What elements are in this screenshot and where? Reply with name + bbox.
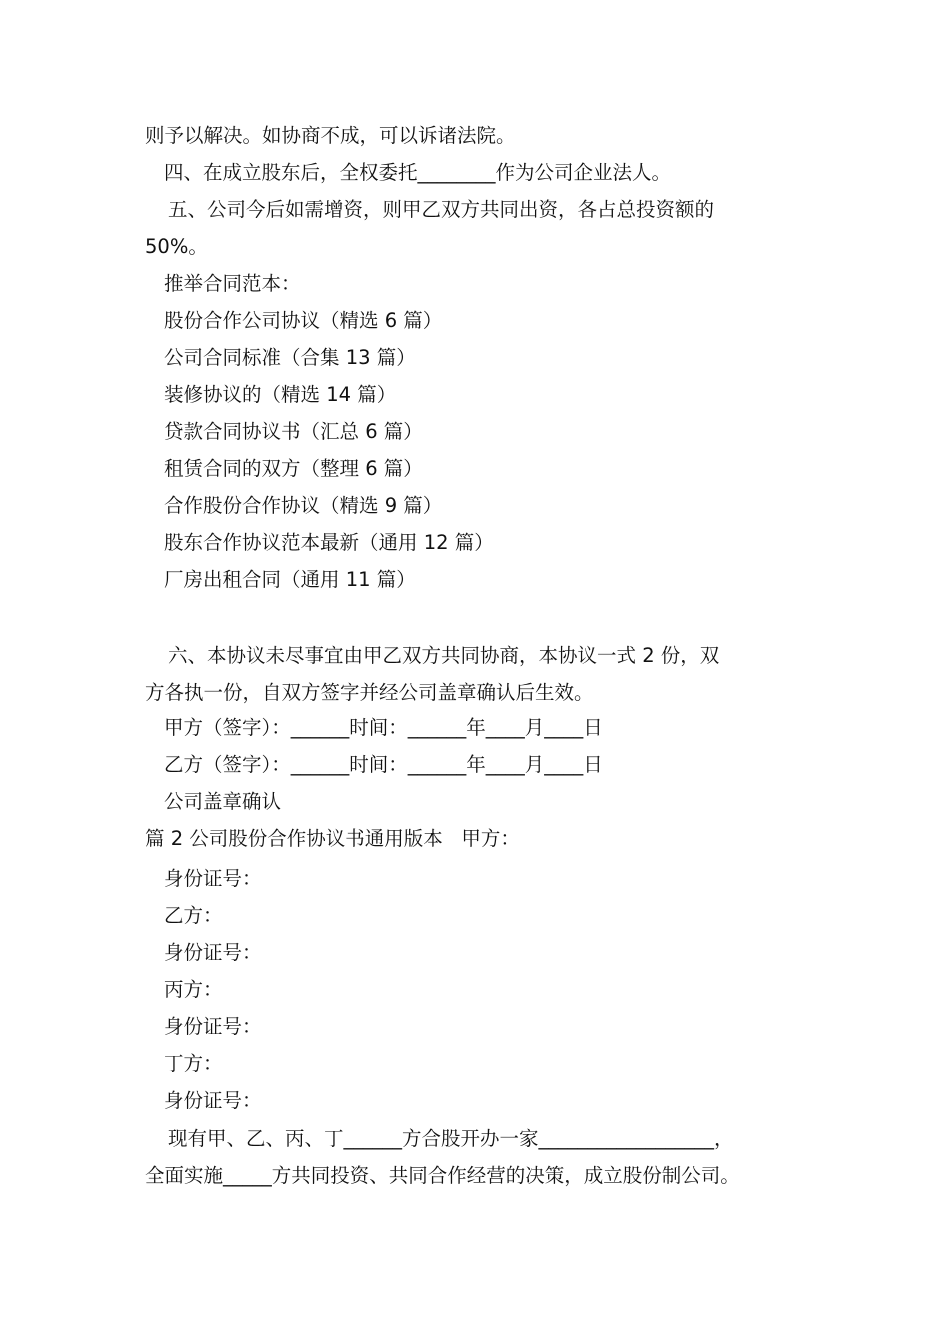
recommend-item: 厂房出租合同（通用 11 篇） <box>164 568 416 591</box>
clause-five: 五、公司今后如需增资，则甲乙双方共同出资，各占总投资额的 <box>168 198 715 221</box>
clause-four: 四、在成立股东后，全权委托________作为公司企业法人。 <box>164 161 672 184</box>
text-line: 则予以解决。如协商不成，可以诉诸法院。 <box>145 124 516 147</box>
id-number-label: 身份证号： <box>164 1089 262 1112</box>
text-line: 50%。 <box>145 235 208 258</box>
recommend-item: 公司合同标准（合集 13 篇） <box>164 346 416 369</box>
party-a-signature: 甲方（签字）：______时间：______年____月____日 <box>164 716 603 739</box>
recommend-item: 租赁合同的双方（整理 6 篇） <box>164 457 423 480</box>
text-line: 方各执一份，自双方签字并经公司盖章确认后生效。 <box>145 681 594 704</box>
recommend-item: 股东合作协议范本最新（通用 12 篇） <box>164 531 494 554</box>
section-title: 篇 2 公司股份合作协议书通用版本 甲方： <box>145 827 520 850</box>
party-b-signature: 乙方（签字）：______时间：______年____月____日 <box>164 753 603 776</box>
party-label: 乙方： <box>164 904 223 927</box>
recommend-item: 合作股份合作协议（精选 9 篇） <box>164 494 443 517</box>
company-seal: 公司盖章确认 <box>164 790 282 813</box>
clause-six: 六、本协议未尽事宜由甲乙双方共同协商，本协议一式 2 份，双 <box>168 644 720 667</box>
text-line: 全面实施_____方共同投资、共同合作经营的决策，成立股份制公司。 <box>145 1164 740 1187</box>
id-number-label: 身份证号： <box>164 941 262 964</box>
id-number-label: 身份证号： <box>164 867 262 890</box>
recommend-item: 股份合作公司协议（精选 6 篇） <box>164 309 443 332</box>
recommend-heading: 推举合同范本： <box>164 272 301 295</box>
id-number-label: 身份证号： <box>164 1015 262 1038</box>
party-label: 丙方： <box>164 978 223 1001</box>
text-line: 现有甲、乙、丙、丁______方合股开办一家__________________， <box>168 1127 734 1150</box>
recommend-item: 装修协议的（精选 14 篇） <box>164 383 397 406</box>
recommend-item: 贷款合同协议书（汇总 6 篇） <box>164 420 423 443</box>
party-label: 丁方： <box>164 1052 223 1075</box>
